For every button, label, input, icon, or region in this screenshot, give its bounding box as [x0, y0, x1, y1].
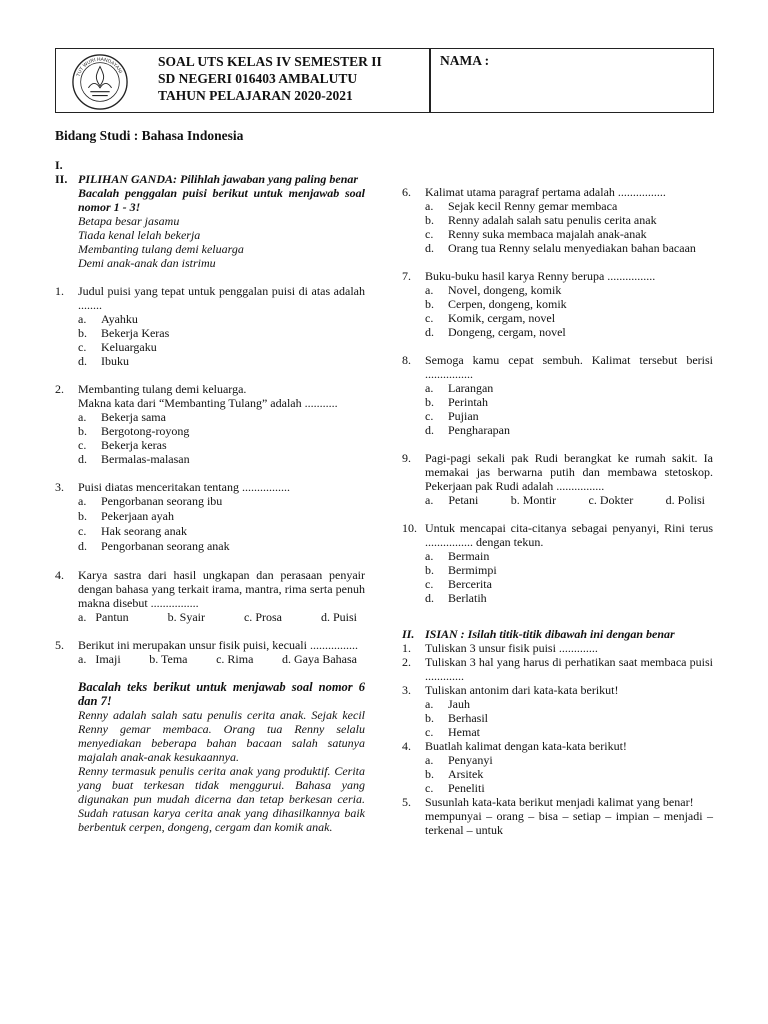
- answer-option: d. Pengorbanan seorang anak: [78, 539, 230, 553]
- isian-item-4: 4. Buatlah kalimat dengan kata-kata berikut! a. Penyanyi b. Arsitek c. Peneliti: [402, 739, 713, 795]
- answer-option: a. Imaji: [78, 652, 121, 666]
- question-text: Karya sastra dari hasil ungkapan dan perasaan penyair dengan bahasa yang terkait irama, mantra, rima serta penuh makna disebut ................: [78, 568, 365, 610]
- header-box: [55, 48, 714, 113]
- answer-option: b. Bekerja Keras: [78, 326, 170, 340]
- answer-option: a. Sejak kecil Renny gemar membaca: [425, 199, 618, 213]
- answer-option: d. Polisi: [665, 493, 705, 507]
- isian-item-3: 3. Tuliskan antonim dari kata-kata berikut! a. Jauh b. Berhasil c. Hemat: [402, 683, 713, 739]
- question-1: 1. Judul puisi yang tepat untuk penggalan puisi di atas adalah ........ a. Ayahku b. Bekerja Keras c. Keluargaku d. Ibuku: [55, 284, 365, 368]
- isian-section-heading: II. ISIAN : Isilah titik-titik dibawah ini dengan benar: [402, 627, 675, 641]
- answer-option: c. Dokter: [588, 493, 634, 507]
- subject-line: Bidang Studi : Bahasa Indonesia: [55, 128, 244, 143]
- answer-option: c. Hak seorang anak: [78, 524, 187, 538]
- answer-option: a. Pengorbanan seorang ibu: [78, 494, 223, 508]
- answer-option: d. Dongeng, cergam, novel: [425, 325, 566, 339]
- isian-item-1: 1. Tuliskan 3 unsur fisik puisi .............: [402, 641, 598, 655]
- answer-option: c. Peneliti: [425, 781, 485, 795]
- answer-option: b. Renny adalah salah satu penulis cerita anak: [425, 213, 657, 227]
- exam-title-block: [158, 53, 382, 104]
- answer-options-row: [78, 652, 365, 666]
- answer-option: d. Bermalas-malasan: [78, 452, 190, 466]
- question-text: Kalimat utama paragraf pertama adalah ................: [425, 185, 666, 199]
- question-text: Judul puisi yang tepat untuk penggalan puisi di atas adalah ........: [78, 284, 365, 312]
- right-column: [402, 185, 713, 837]
- answer-option: c. Prosa: [243, 610, 282, 624]
- answer-option: d. Puisi: [320, 610, 357, 624]
- answer-option: a. Bekerja sama: [78, 410, 166, 424]
- question-text: Makna kata dari “Membanting Tulang” adalah ...........: [78, 396, 338, 410]
- poem-line: Tiada kenal lelah bekerja: [78, 228, 201, 242]
- answer-option: b. Tema: [149, 652, 188, 666]
- answer-option: b. Bermimpi: [425, 563, 497, 577]
- answer-option: c. Komik, cergam, novel: [425, 311, 556, 325]
- answer-option: a. Larangan: [425, 381, 494, 395]
- school-name: SD NEGERI 016403 AMBALUTU: [158, 71, 358, 86]
- question-text: Membanting tulang demi keluarga.: [78, 382, 247, 396]
- section-i-heading: I.: [55, 158, 63, 172]
- question-2: 2. Membanting tulang demi keluarga. Makna kata dari “Membanting Tulang” adalah ........... a. Bekerja sama b. Bergotong-royong c. Bekerja keras d. Bermalas-malasan: [55, 382, 365, 466]
- answer-option: b. Pekerjaan ayah: [78, 509, 174, 523]
- passage-paragraph: Renny termasuk penulis cerita anak yang produktif. Cerita yang buat terkesan tidak menggurui. Bahasa yang digunakan pun mudah dicerna dan tetap berkesan ceria. Sudah ratusan karya cerita anak yang dihasilkannya baik berbentuk cerpen, dongeng, cergam dan komik anak.: [78, 764, 365, 834]
- question-text: Buku-buku hasil karya Renny berupa ................: [425, 269, 656, 283]
- answer-option: a. Penyanyi: [425, 753, 493, 767]
- answer-options-row: [425, 493, 713, 507]
- answer-option: c. Hemat: [425, 725, 480, 739]
- answer-option: b. Cerpen, dongeng, komik: [425, 297, 567, 311]
- isian-item-5: 5. Susunlah kata-kata berikut menjadi kalimat yang benar! mempunyai – orang – bisa – setiap – impian – menjadi – terkenal – untuk: [402, 795, 713, 837]
- poem-instruction: Bacalah penggalan puisi berikut untuk menjawab soal nomor 1 - 3!: [78, 186, 365, 214]
- answer-option: c. Pujian: [425, 409, 479, 423]
- answer-option: a. Bermain: [425, 549, 490, 563]
- answer-options-row: [78, 610, 365, 624]
- academic-year: TAHUN PELAJARAN 2020-2021: [158, 88, 353, 103]
- answer-option: a. Petani: [425, 493, 479, 507]
- answer-option: a. Novel, dongeng, komik: [425, 283, 562, 297]
- poem-line: Demi anak-anak dan istrimu: [78, 256, 216, 270]
- answer-option: a. Jauh: [425, 697, 470, 711]
- answer-option: d. Orang tua Renny selalu menyediakan bahan bacaan: [425, 241, 696, 255]
- passage-paragraph: Renny adalah salah satu penulis cerita anak. Sejak kecil Renny gemar membaca. Orang tua Renny selalu menyediakan beberapa bahan bacaan salah satunya majalah anak-anak kesukaannya.: [78, 708, 365, 764]
- reading-passage: [55, 680, 365, 834]
- answer-option: c. Keluargaku: [78, 340, 157, 354]
- question-text: Semoga kamu cepat sembuh. Kalimat tersebut berisi ................: [425, 353, 713, 381]
- answer-option: b. Syair: [167, 610, 205, 624]
- answer-option: a. Ayahku: [78, 312, 138, 326]
- answer-option: d. Berlatih: [425, 591, 487, 605]
- answer-option: b. Montir: [510, 493, 557, 507]
- question-9: 9. Pagi-pagi sekali pak Rudi berangkat ke rumah sakit. Ia memakai jas berwarna putih dan membawa stetoskop. Pekerjaan pak Rudi adalah ................ a. Petani b. Montir c. Dokter d. Polisi: [402, 451, 713, 507]
- passage-instruction: Bacalah teks berikut untuk menjawab soal nomor 6 dan 7!: [78, 680, 365, 708]
- question-6: 6. Kalimat utama paragraf pertama adalah ................ a. Sejak kecil Renny gemar membaca b. Renny adalah salah satu penulis cerita anak c. Renny suka membaca majalah anak-anak d. Orang tua Renny selalu menyediakan bahan bacaan: [402, 185, 713, 255]
- svg-text:TUT WURI HANDAYANI: TUT WURI HANDAYANI: [76, 57, 123, 78]
- tut-wuri-handayani-logo-icon: [71, 53, 129, 111]
- answer-option: d. Pengharapan: [425, 423, 510, 437]
- answer-option: b. Perintah: [425, 395, 488, 409]
- question-text: Untuk mencapai cita-citanya sebagai penyanyi, Rini terus ................ dengan tekun.: [425, 521, 713, 549]
- answer-option: c. Bekerja keras: [78, 438, 167, 452]
- answer-option: b. Berhasil: [425, 711, 488, 725]
- exam-title: SOAL UTS KELAS IV SEMESTER II: [158, 54, 382, 69]
- answer-option: c. Renny suka membaca majalah anak-anak: [425, 227, 647, 241]
- question-text: Pagi-pagi sekali pak Rudi berangkat ke rumah sakit. Ia memakai jas berwarna putih dan membawa stetoskop. Pekerjaan pak Rudi adalah ................: [425, 451, 713, 493]
- poem-line: Membanting tulang demi keluarga: [78, 242, 244, 256]
- question-8: 8. Semoga kamu cepat sembuh. Kalimat tersebut berisi ................ a. Larangan b. Perintah c. Pujian d. Pengharapan: [402, 353, 713, 437]
- poem-line: Betapa besar jasamu: [78, 214, 180, 228]
- question-10: 10. Untuk mencapai cita-citanya sebagai penyanyi, Rini terus ................ dengan tekun. a. Bermain b. Bermimpi c. Bercerita d. Berlatih: [402, 521, 713, 605]
- question-text: Puisi diatas menceritakan tentang ................: [78, 480, 290, 494]
- answer-option: b. Bergotong-royong: [78, 424, 190, 438]
- answer-option: d. Gaya Bahasa: [282, 652, 357, 666]
- section-ii-label: PILIHAN GANDA: Pilihlah jawaban yang paling benar: [78, 172, 359, 186]
- question-7: 7. Buku-buku hasil karya Renny berupa ................ a. Novel, dongeng, komik b. Cerpen, dongeng, komik c. Komik, cergam, novel d. Dongeng, cergam, novel: [402, 269, 713, 339]
- answer-option: c. Rima: [216, 652, 254, 666]
- answer-option: b. Arsitek: [425, 767, 484, 781]
- answer-option: c. Bercerita: [425, 577, 492, 591]
- header-divider: [429, 49, 431, 112]
- answer-option: a. Pantun: [78, 610, 129, 624]
- question-4: 4. Karya sastra dari hasil ungkapan dan perasaan penyair dengan bahasa yang terkait irama, mantra, rima serta penuh makna disebut ................ a. Pantun b. Syair c. Prosa d. Puisi: [55, 568, 365, 624]
- section-ii-heading: II. PILIHAN GANDA: Pilihlah jawaban yang paling benar Bacalah penggalan puisi berikut untuk menjawab soal nomor 1 - 3! Betapa besar jasamu Tiada kenal lelah bekerja Membanting tulang demi keluarga Demi anak-anak dan istrimu: [55, 172, 365, 270]
- name-field-label: NAMA :: [440, 53, 490, 68]
- question-text: Berikut ini merupakan unsur fisik puisi, kecuali ................: [78, 638, 358, 652]
- left-column: [55, 158, 365, 834]
- question-5: 5. Berikut ini merupakan unsur fisik puisi, kecuali ................ a. Imaji b. Tema c. Rima d. Gaya Bahasa: [55, 638, 365, 666]
- answer-option: d. Ibuku: [78, 354, 129, 368]
- isian-item-2: 2. Tuliskan 3 hal yang harus di perhatikan saat membaca puisi .............: [402, 655, 713, 683]
- question-3: 3. Puisi diatas menceritakan tentang ................ a. Pengorbanan seorang ibu b. Pekerjaan ayah c. Hak seorang anak d. Pengorbanan seorang anak: [55, 480, 365, 554]
